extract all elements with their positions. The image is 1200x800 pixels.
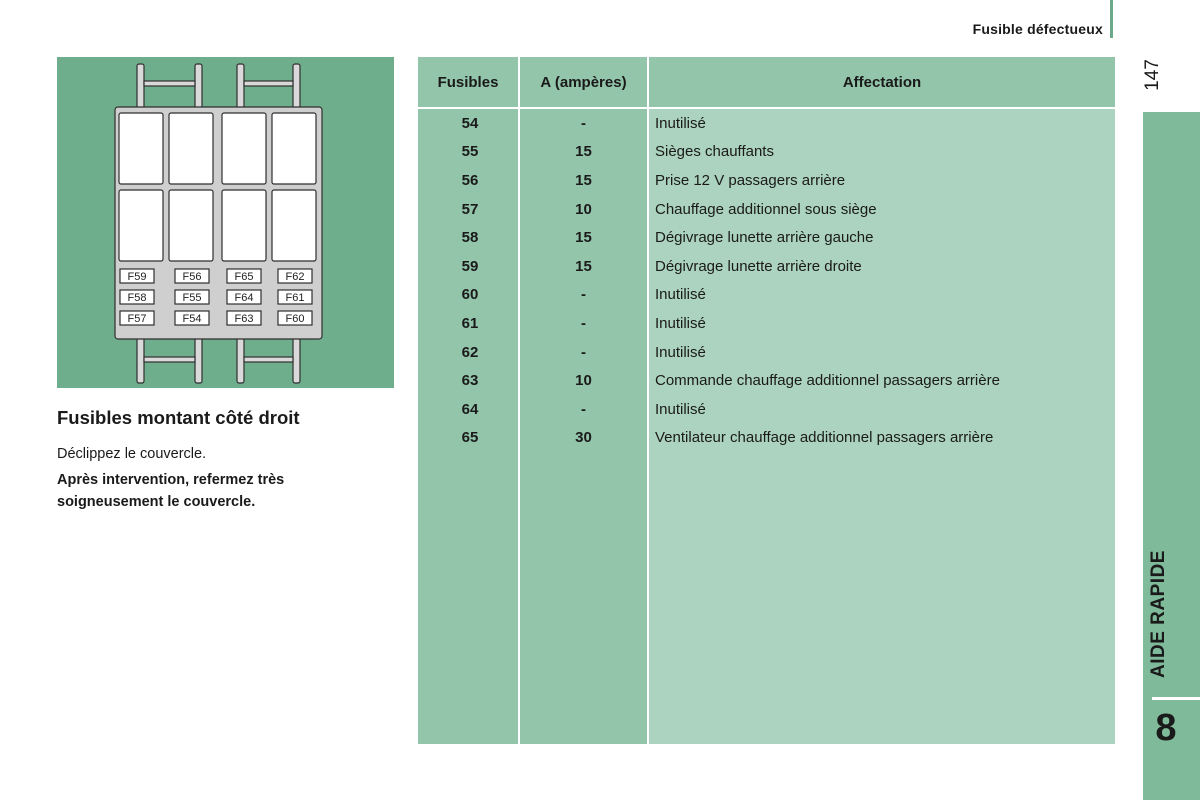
fuse-number-cell: 61 [461, 314, 479, 332]
assignment-cell: Commande chauffage additionnel passagers arrière [655, 372, 1000, 390]
amperage-cell: 15 [575, 171, 592, 189]
table-row [418, 395, 1115, 424]
fuse-label: F65 [234, 271, 254, 283]
fuse-number-cell: 63 [461, 372, 479, 390]
fuse-label: F56 [182, 271, 202, 283]
assignment-cell: Inutilisé [655, 286, 706, 304]
rail-bottom-3 [237, 337, 244, 383]
amperage-cell: - [581, 114, 586, 132]
table-row [418, 281, 1115, 310]
chapter-tab-label: AIDE RAPIDE [1148, 550, 1169, 678]
relay-slot [272, 113, 316, 184]
fuse-label: F63 [234, 313, 254, 325]
fuse-label: F64 [234, 292, 254, 304]
rail-top-1 [137, 64, 144, 108]
rail-bottom-bar-2 [244, 357, 293, 362]
relay-slot [169, 190, 213, 261]
fuse-label: F54 [182, 313, 202, 325]
table-row [418, 109, 1115, 138]
rail-top-3 [237, 64, 244, 108]
header-rule [1110, 0, 1113, 38]
table-header [418, 57, 1115, 107]
section-heading: Fusibles montant côté droit [57, 407, 300, 428]
fuse-number-cell: 57 [461, 200, 479, 218]
amperage-cell: 15 [575, 143, 592, 161]
table-row [418, 338, 1115, 367]
fuse-number-cell: 60 [461, 286, 479, 304]
amperage-cell: - [581, 314, 586, 332]
assignment-cell: Chauffage additionnel sous siège [655, 200, 877, 218]
fuse-label: F57 [127, 313, 147, 325]
rail-bottom-4 [293, 337, 300, 383]
table-row [418, 195, 1115, 224]
fuse-number-cell: 58 [461, 229, 479, 247]
amperage-cell: 15 [575, 229, 592, 247]
rail-top-bar-2 [244, 81, 293, 86]
table-row [418, 166, 1115, 195]
rail-top-2 [195, 64, 202, 108]
amperage-cell: 15 [575, 257, 592, 275]
fuse-label: F60 [285, 313, 305, 325]
assignment-cell: Sièges chauffants [655, 143, 774, 161]
page-number: 147 [1142, 59, 1163, 91]
fuse-label: F61 [285, 292, 305, 304]
fuse-table [418, 57, 1115, 744]
fuse-number-cell: 55 [461, 143, 479, 161]
instruction-text: Déclippez le couvercle. [57, 446, 207, 462]
fuse-number-cell: 56 [461, 171, 479, 189]
header-amp: A (ampères) [520, 57, 647, 107]
rail-top-bar-1 [144, 81, 195, 86]
table-row [418, 309, 1115, 338]
rail-bottom-2 [195, 337, 202, 383]
assignment-cell: Dégivrage lunette arrière gauche [655, 229, 874, 247]
rail-top-4 [293, 64, 300, 108]
amperage-cell: 10 [575, 200, 592, 218]
header-fuse: Fusibles [418, 57, 518, 107]
relay-slot [119, 113, 163, 184]
table-row [418, 138, 1115, 167]
warning-text: Après intervention, refermez très soigneusement le couvercle. [57, 472, 285, 510]
assignment-cell: Inutilisé [655, 343, 706, 361]
assignment-cell: Ventilateur chauffage additionnel passagers arrière [655, 429, 994, 447]
chapter-number: 8 [1155, 706, 1177, 749]
amperage-cell: - [581, 286, 586, 304]
assignment-cell: Inutilisé [655, 400, 706, 418]
fuse-label: F59 [127, 271, 147, 283]
amperage-cell: - [581, 400, 586, 418]
assignment-cell: Inutilisé [655, 314, 706, 332]
amperage-cell: 30 [575, 429, 592, 447]
amperage-cell: 10 [575, 372, 592, 390]
fuse-number-cell: 59 [461, 257, 479, 275]
fuse-number-cell: 62 [461, 343, 479, 361]
relay-slot [272, 190, 316, 261]
table-row [418, 252, 1115, 281]
rail-bottom-1 [137, 337, 144, 383]
table-row [418, 223, 1115, 252]
table-body [418, 109, 1115, 452]
assignment-cell: Dégivrage lunette arrière droite [655, 257, 862, 275]
header-assignment: Affectation [649, 57, 1115, 107]
relay-slot [222, 113, 266, 184]
rail-bottom-bar-1 [144, 357, 195, 362]
relay-slot [222, 190, 266, 261]
fuse-number-cell: 54 [461, 114, 479, 132]
chapter-tab-rule [1152, 697, 1200, 700]
section-title: Fusible défectueux [972, 21, 1103, 37]
assignment-cell: Prise 12 V passagers arrière [655, 171, 846, 189]
fuse-label: F55 [182, 292, 202, 304]
fuse-number-cell: 65 [461, 429, 479, 447]
table-row [418, 424, 1115, 453]
amperage-cell: - [581, 343, 586, 361]
fusebox-illustration [57, 57, 394, 388]
fuse-number-cell: 64 [461, 400, 479, 418]
fuse-label: F58 [127, 292, 147, 304]
table-row [418, 366, 1115, 395]
assignment-cell: Inutilisé [655, 114, 706, 132]
fuse-label: F62 [285, 271, 305, 283]
relay-slot [119, 190, 163, 261]
relay-slot [169, 113, 213, 184]
fusebox-diagram [57, 57, 394, 388]
